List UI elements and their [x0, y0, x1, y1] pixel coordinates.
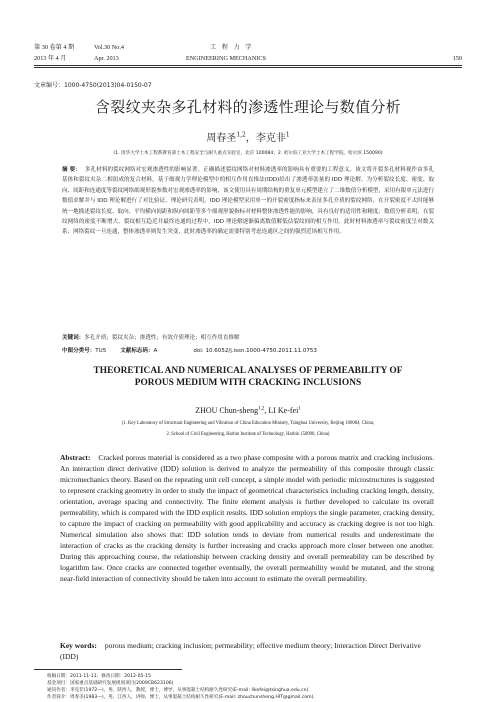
- footnote-received: 收稿日期：2011-11-11；修改日期：2012-05-15: [47, 674, 151, 679]
- clc-value: TU5: [95, 348, 107, 354]
- header-rule: [34, 65, 462, 66]
- header-journal-en: ENGINEERING MECHANICS: [186, 55, 266, 62]
- doi-value: 10.6052/j.issn.1000-4750.2011.11.0753: [205, 348, 317, 354]
- footnote-author-bio: 作者简介：周春圣(1983―)，男，江西人，讲师，博士，从事混凝土结构耐久性研究(E-mail: zhouchunsheng.HIT@gmail.com).: [47, 695, 315, 700]
- footnote-rule: [34, 669, 182, 670]
- classification-cn: [62, 346, 317, 354]
- abstract-cn-label: 摘 要：: [62, 167, 81, 173]
- author2-en: LI Ke-fei: [268, 406, 299, 415]
- author1-cn-sup: 1,2: [236, 131, 246, 139]
- abstract-cn: [62, 165, 434, 238]
- author-separator-en: ,: [264, 406, 269, 415]
- header-journal-cn: 工 程 力 学: [210, 44, 254, 51]
- author2-en-sup: 1: [298, 406, 301, 412]
- author2-cn: 李克非: [255, 133, 286, 144]
- abstract-en-text: Cracked porous material is considered as a two phase composite with a porous matrix and cracking inclusions. An interaction direct derivative (IDD) solution is derived to analyze the permeability of this composite through classic micromechanics theory. Based on the repeating unit cell concept, a simple model with periodic microstructures is suggested to represent cracking geometry in order to study the impact of geometrical characteristics including cracking length, density, orientation, average spacing and connectivity. The finite element analysis is further developed to calculate its overall permeability, which is compared with the IDD explicit results. IDD solution employs the single parameter, cracking density, to capture the impact of cracking on permeability with good applicability and accuracy as cracking degree is not too high. Numerical simulation also shows that: IDD solution tends to deviate from numerical results and underestimate the interaction of cracks as the cracking density is further increasing and cracks approach more closer between one another. During this approaching course, the relationship between cracking density and overall permeability can be described by logarithm law. Once cracks are connected together eventually, the overall permeability would be mutated, and the strong near-field interaction of connectivity should be taken into account to estimate the overall permeability.: [60, 453, 434, 583]
- authors-en: [0, 406, 496, 415]
- header-volume-cn: 第 30 卷第 4 期: [34, 44, 75, 51]
- article-number: 文章编号：1000-4750(2013)04-0150-07: [34, 82, 152, 89]
- affiliation-cn: (1. 清华大学土木工程系教育部土木工程安全与耐久重点实验室，北京 100084；2. 哈尔滨工业大学土木工程学院，哈尔滨 150090): [113, 151, 383, 156]
- footnote-corresponding-author: 通讯作者：李克非(1972―)，男，陕西人，教授，博士，博导，从事混凝土结构耐久性研究(E-mail: likefei@tsinghua.edu.cn).: [47, 688, 310, 693]
- footnote-funding: 基金项目：国家重点基础研究发展规划项目(2009CB623106): [47, 681, 174, 686]
- clc-label: 中图分类号：: [62, 348, 96, 354]
- keywords-cn-text: 多孔介质；裂纹夹杂；渗透性；有效介质理论；相互作用直推解: [84, 335, 240, 341]
- affiliation-en-line2: 2. School of Civil Engineering, Harbin Institute of Technology, Harbin 150090, China): [166, 432, 330, 437]
- authors-cn: [0, 129, 496, 144]
- keywords-en-text: porous medium; cracking inclusion; permeability; effective medium theory; Interaction Direct Derivative (IDD): [60, 641, 421, 661]
- abstract-cn-text: 多孔材料的裂纹网络对宏观渗透性的影响显著。正确描述裂纹网络对材料渗透率的影响具有重要的工程意义。该文将开裂多孔材料视作由多孔基体和裂纹夹杂二相组成的复合材料，基于细观力学理论模型中的相互作用直推法(IDD)给出了渗透率张量的 IDD 理论解。为分析裂纹长度、密度、取向、间距和连通度等裂纹网络细观形貌参数对宏观渗透率的影响，该文使用具有周期结构的重复单元模型建立了二维数值分析模型，采用有限单元法进行数值求解并与 IDD 理论解进行了对比验证。理论研究表明，IDD 理论模型采用单一的开裂密度指标来表征多孔介质的裂纹网络，在开裂密度不太时能够统一地描述裂纹长度、取向、平均横向间距和纵向间距等多个细观形貌指标对材料整体渗透性能的影响，具有良好的适用性和精度；数值分析表明，在裂纹网络的密度不断增大、裂纹相互趋近并最终连通的过程中，IDD 理论解逐渐偏离数值解低估裂纹间的相互作用。此时材料渗透率与裂纹密度呈对数关系；网络裂纹一旦连通，整体渗透率则发生突变，此时渗透率的确定需要特别考虑连通区之间的强烈近场相互作用。: [62, 167, 435, 236]
- header-rule-thin: [34, 67, 462, 68]
- title-cn: 含裂纹夹杂多孔材料的渗透性理论与数值分析: [94, 98, 401, 116]
- header-date-cn: 2013 年 4 月: [34, 55, 67, 62]
- header-volume-en: Vol.30 No.4: [94, 44, 124, 51]
- title-en-line1: THEORETICAL AND NUMERICAL ANALYSES OF PERMEABILITY OF: [93, 366, 403, 376]
- title-en-line2: POROUS MEDIUM WITH CRACKING INCLUSIONS: [134, 378, 362, 388]
- keywords-cn-label: 关键词：: [62, 335, 85, 341]
- keywords-en-label: Key words:: [60, 641, 97, 650]
- affiliation-en-line1: (1. Key Laboratory of Structural Engineering and Vibration of China Education Ministry, Tsinghua University, Beijing 100084, China;: [121, 421, 375, 426]
- header-date-en: Apr. 2013: [94, 55, 119, 62]
- author1-cn: 周春圣: [206, 133, 237, 144]
- author1-en: ZHOU Chun-sheng: [195, 406, 259, 415]
- title-en: [0, 365, 496, 389]
- doc-code-label: 文献标志码：: [120, 348, 154, 354]
- abstract-en: [60, 452, 434, 584]
- author-separator-cn: ，: [245, 133, 256, 144]
- author1-en-sup: 1,2: [258, 406, 265, 412]
- abstract-en-label: Abstract:: [60, 453, 91, 462]
- keywords-en: [60, 640, 434, 662]
- keywords-cn: [62, 333, 240, 341]
- doi-label: doi:: [193, 348, 204, 354]
- doc-code-value: A: [153, 348, 158, 354]
- header-page-number: 150: [452, 55, 462, 62]
- author2-cn-sup: 1: [285, 131, 290, 139]
